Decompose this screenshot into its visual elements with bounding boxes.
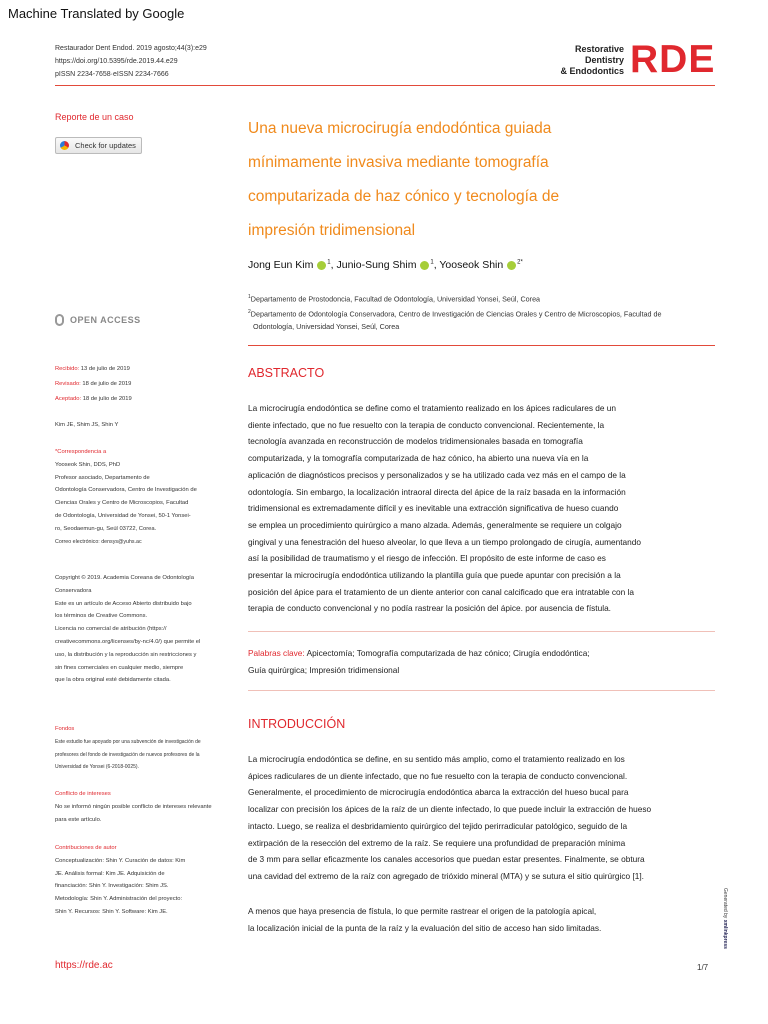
- author-name: Yooseok Shin: [439, 259, 504, 271]
- crossmark-icon: [60, 141, 69, 150]
- keywords-bottom-divider: [248, 690, 715, 691]
- article-title: Una nueva microcirugía endodóntica guiada mínimamente invasiva mediante tomografía computarizada de haz cónico y tecnología de impresión tridimensional: [248, 120, 560, 239]
- rde-logo: RDE: [630, 38, 716, 81]
- article-type: Reporte de un caso: [55, 112, 134, 122]
- issn: pISSN 2234-7658·eISSN 2234-7666: [55, 71, 169, 78]
- check-updates-button[interactable]: [55, 137, 142, 154]
- author-list: Jong Eun Kim $^1$, Junio-Sung Shim $^1$, Yooseok Shin $^{2*}$: [248, 259, 523, 271]
- abstract-heading: ABSTRACTO: [248, 366, 325, 380]
- citation: Restaurador Dent Endod. 2019 agosto;44(3):e29: [55, 45, 207, 52]
- abstract-divider: [248, 345, 715, 346]
- translation-banner: Machine Translated by Google: [8, 6, 185, 21]
- abstract-text: La microcirugía endodóntica se define como el tratamiento realizado en los ápices radiculares de un diente infectado, que no fue resuelto con la terapia de conducto convencional. Recientemente, la tecnología avanzada en reconstrucción de modelos tridimensionales basada en tomografía computarizada, y la tomografía computarizada de haz cónico, ha abierto una nueva vía en la aplicación de diagnósticos precisos y personalizados y se ha utilizado cada vez más en el campo de la odontología. Sin embargo, la localización intraoral directa del ápice de la raíz basada en la información tridimensional es extremadamente difícil y es inevitable una extracción significativa de hueso cuando se emplea un procedimiento quirúrgico a mano alzada. Además, generalmente se requiere un colgajo gingival y una fenestración del hueso alveolar, lo que lleva a un tiempo prolongado de cirugía, aumentando así la posibilidad de traumatismo y el riesgo de infección. El propósito de este informe de caso es presentar la microcirugía endodóntica utilizando la plantilla guía que puede apuntar con precisión a la posición del ápice para el tratamiento de un diente anterior con canal calcificado que era intratable con la terapia de conducto convencional y no podía rastrear la posición del ápice. por ausencia de fístula.: [248, 403, 641, 614]
- doi-link[interactable]: https://doi.org/10.5395/rde.2019.44.e29: [55, 58, 178, 65]
- page-number: 1/7: [697, 963, 709, 972]
- orcid-icon[interactable]: [317, 261, 326, 270]
- header-divider: [55, 85, 715, 86]
- orcid-icon[interactable]: [507, 261, 516, 270]
- author-name: Junio-Sung Shim: [336, 259, 417, 271]
- correspondence: *Correspondencia a Yooseok Shin, DDS, PhD Profesor asociado, Departamento de Odontología Conservadora, Centro de Investigación de Ciencias Orales y Centro de Microscopios, Facultad de Odontología, Universidad de Yonsei, 50-1 Yonsei- ro, Seodaemun-gu, Seúl 03722, Corea. Correo electrónico: densys@yuhs.ac: [55, 446, 220, 548]
- author-name: Jong Eun Kim: [248, 259, 314, 271]
- email-link[interactable]: Correo electrónico: densys@yuhs.ac: [55, 538, 142, 545]
- journal-logo-text: Restorative Dentistry & Endodontics: [560, 44, 624, 76]
- affiliations: $^1$Departamento de Prostodoncia, Facultad de Odontología, Universidad Yonsei, Seúl, Corea $^2$Departamento de Odontología Conservadora, Centro de Investigación de Ciencias Orales y Centro de Microscopios, Facultad de Odontología, Universidad Yonsei, Seúl, Corea: [248, 294, 662, 331]
- funding-section: Fondos Este estudio fue apoyado por una subvención de investigación de profesores del fondo de investigación de nuevos profesores de la Universidad de Yonsei (6-2018-0025).: [55, 726, 201, 771]
- orcid-icon[interactable]: [420, 261, 429, 270]
- cite-authors: Kim JE, Shim JS, Shin Y: [55, 422, 119, 428]
- article-dates: Recibido: 13 de julio de 2019 Revisado: 18 de julio de 2019 Aceptado: 18 de julio de 2019: [55, 366, 132, 402]
- journal-meta: [55, 42, 207, 81]
- conflict-section: Conflicto de intereses No se informó ningún posible conflicto de intereses relevante para este artículo.: [55, 791, 212, 823]
- keywords-divider: [248, 631, 715, 632]
- generated-by-note: Generated by xmlinkpress: [722, 888, 728, 949]
- open-access-badge: OPEN ACCESS: [55, 314, 141, 326]
- contributions-section: Contribuciones de autor Conceptualización: Shin Y. Curación de datos: Kim JE. Análisis formal: Kim JE. Adquisición de financiación: Shin Y. Investigación: Shim JS. Metodología: Shin Y. Administración del proyecto: Shin Y. Recursos: Shin Y. Software: Kim JE.: [55, 845, 186, 915]
- intro-paragraph-2: A menos que haya presencia de fístula, lo que permite rastrear el origen de la patología apical, la localización inicial de la punta de la raíz y la evaluación del sitio de acceso han sido limitadas.: [248, 906, 602, 933]
- check-updates-label: Check for updates: [75, 141, 136, 150]
- copyright-notice: Copyright © 2019. Academia Coreana de Odontología Conservadora Este es un artículo de Acceso Abierto distribuido bajo los términos de Creative Commons. Licencia no comercial de atribución (https:// creativecommons.org/licenses/by-nc/4.0/) que permite el uso, la distribución y la reproducción sin restricciones y sin fines comerciales en cualquier medio, siempre que la obra original esté debidamente citada.: [55, 575, 201, 684]
- open-lock-icon: [55, 314, 64, 326]
- journal-url-link[interactable]: https://rde.ac: [55, 960, 113, 971]
- keywords: Palabras clave: Apicectomía; Tomografía computarizada de haz cónico; Cirugía endodóntica; Guía quirúrgica; Impresión tridimensional: [248, 648, 590, 675]
- intro-heading: INTRODUCCIÓN: [248, 717, 346, 731]
- intro-text: La microcirugía endodóntica se define, en su sentido más amplio, como el tratamiento realizado en los ápices radiculares de un diente infectado, que no fue resuelto con la terapia de conducto convencional. Generalmente, el procedimiento de microcirugía endodóntica abarca la extracción del hueso bucal para localizar con precisión los ápices de la raíz de un diente infectado, lo que puede incluir la extracción de hueso intacto. Luego, se realiza el desbridamiento quirúrgico del tejido perirradicular patológico, seguido de la extirpación de la resección del extremo de la raíz. Se requiere una profundidad de preparación mínima de 3 mm para sellar eficazmente los canales accesorios que puedan estar presentes. Finalmente, se obtura una cavidad del extremo de la raíz con agregado de trióxido mineral (MTA) y se sutura el sitio quirúrgico [1].: [248, 754, 652, 881]
